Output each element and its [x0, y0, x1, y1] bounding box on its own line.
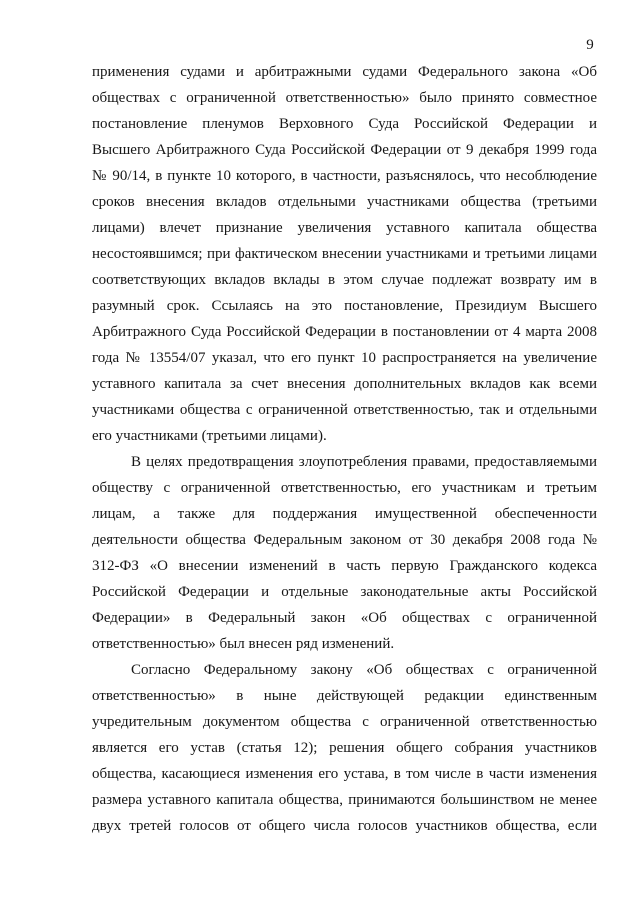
- text-line: обществах с ограниченной ответственностью» было принято совместное: [92, 90, 597, 106]
- text-line: лицами) влечет признание увеличения уставного капитала общества: [92, 220, 597, 236]
- text-line: размера уставного капитала общества, принимаются большинством не менее: [92, 792, 597, 808]
- text-line: участниками общества с ограниченной ответственностью, так и отдельными: [92, 402, 597, 418]
- text-line: года № 13554/07 указал, что его пункт 10 распространяется на увеличение: [92, 350, 597, 366]
- text-line: является его устав (статья 12); решения общего собрания участников: [92, 740, 597, 756]
- paragraph-1: [92, 59, 597, 449]
- text-line: Федерации» в Федеральный закон «Об обществах с ограниченной: [92, 610, 597, 626]
- text-line: его участниками (третьими лицами).: [92, 428, 327, 444]
- text-line: Арбитражного Суда Российской Федерации в постановлении от 4 марта 2008: [92, 324, 597, 340]
- text-line: сроков внесения вкладов отдельными участниками общества (третьими: [92, 194, 597, 210]
- text-line: лицам, а также для поддержания имущественной обеспеченности: [92, 506, 597, 522]
- text-line: 312-ФЗ «О внесении изменений в часть первую Гражданского кодекса: [92, 558, 597, 574]
- text-line: несостоявшимся; при фактическом внесении участниками и третьими лицами: [92, 246, 597, 262]
- paragraph-3: [92, 657, 597, 839]
- page-number: 9: [586, 37, 594, 53]
- text-line: постановление пленумов Верховного Суда Российской Федерации и: [92, 116, 597, 132]
- text-line: Российской Федерации и отдельные законодательные акты Российской: [92, 584, 597, 600]
- text-line: деятельности общества Федеральным законом от 30 декабря 2008 года №: [92, 532, 597, 548]
- text-line: № 90/14, в пункте 10 которого, в частности, разъяснялось, что несоблюдение: [92, 168, 597, 184]
- text-line: разумный срок. Ссылаясь на это постановление, Президиум Высшего: [92, 298, 597, 314]
- text-line: общества, касающиеся изменения его устава, в том числе в части изменения: [92, 766, 597, 782]
- text-line: учредительным документом общества с ограниченной ответственностью: [92, 714, 597, 730]
- text-line: применения судами и арбитражными судами Федерального закона «Об: [92, 64, 597, 80]
- text-line: обществу с ограниченной ответственностью, его участникам и третьим: [92, 480, 597, 496]
- text-line: Согласно Федеральному закону «Об обществах с ограниченной: [131, 662, 597, 678]
- paragraph-2: [92, 449, 597, 657]
- text-line: уставного капитала за счет внесения дополнительных вкладов как всеми: [92, 376, 597, 392]
- text-line: В целях предотвращения злоупотребления правами, предоставляемыми: [131, 454, 597, 470]
- text-line: Высшего Арбитражного Суда Российской Федерации от 9 декабря 1999 года: [92, 142, 597, 158]
- text-line: двух третей голосов от общего числа голосов участников общества, если: [92, 818, 597, 834]
- text-line: соответствующих вкладов вклады в этом случае подлежат возврату им в: [92, 272, 597, 288]
- document-body: [92, 59, 597, 839]
- text-line: ответственностью» был внесен ряд изменений.: [92, 636, 395, 652]
- text-line: ответственностью» в ныне действующей редакции единственным: [92, 688, 597, 704]
